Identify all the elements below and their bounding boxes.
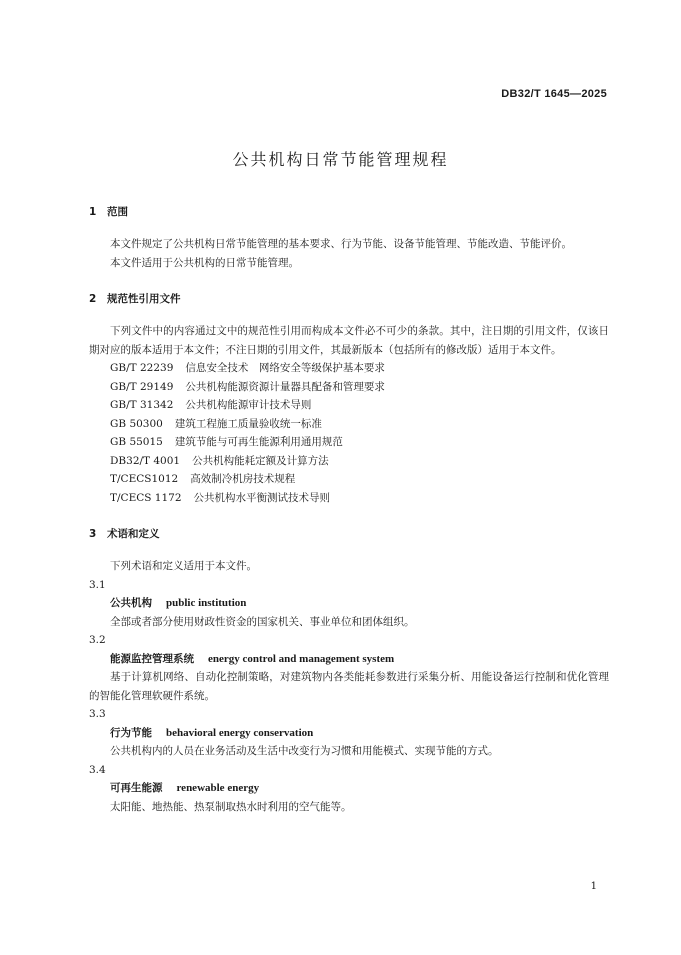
term-number: 3.4 [89, 763, 106, 776]
scope-paragraph: 本文件规定了公共机构日常节能管理的基本要求、行为节能、设备节能管理、节能改造、节能评价。 [110, 238, 572, 250]
reference-code: GB 55015 [110, 436, 163, 448]
term-definition: 公共机构内的人员在业务活动及生活中改变行为习惯和用能模式、实现节能的方式。 [110, 745, 499, 757]
document-body [89, 203, 609, 816]
term-en: public institution [166, 597, 247, 609]
term-heading [89, 650, 609, 669]
reference-title: 建筑工程施工质量验收统一标准 [174, 417, 322, 430]
reference-item [89, 433, 609, 452]
section-number: 3 [89, 528, 97, 540]
section-heading-scope [89, 203, 609, 221]
term-number: 3.2 [89, 634, 106, 646]
section-number: 2 [89, 293, 97, 305]
term-heading [89, 724, 609, 743]
reference-code: GB 50300 [110, 417, 163, 430]
term-zh: 行为节能 [110, 726, 152, 739]
term-zh: 公共机构 [110, 597, 152, 609]
term-zh: 可再生能源 [110, 782, 163, 794]
section-title: 范围 [107, 206, 128, 218]
term-number: 3.1 [89, 578, 106, 591]
reference-title: 公共机构能源审计技术导则 [185, 399, 312, 411]
reference-code: T/CECS 1172 [110, 491, 182, 504]
document-title: 公共机构日常节能管理规程 [232, 150, 449, 169]
term-definition: 基于计算机网络、自动化控制策略，对建筑物内各类能耗参数进行采集分析、用能设备运行控制和优化管理的智能化管理软硬件系统。 [89, 671, 609, 702]
reference-code: GB/T 31342 [110, 399, 174, 411]
scope-paragraph: 本文件适用于公共机构的日常节能管理。 [110, 256, 299, 269]
term-en: renewable energy [176, 782, 260, 794]
term-number: 3.3 [89, 708, 106, 720]
document-code: DB32/T 1645—2025 [501, 88, 607, 100]
reference-title: 公共机构能耗定额及计算方法 [192, 454, 329, 467]
reference-code: GB/T 22239 [110, 362, 174, 374]
term-heading [89, 594, 609, 613]
reference-code: GB/T 29149 [110, 380, 174, 393]
page-number: 1 [590, 881, 597, 892]
term-definition: 太阳能、地热能、热泵制取热水时利用的空气能等。 [110, 800, 352, 813]
reference-title: 信息安全技术 网络安全等级保护基本要求 [185, 362, 385, 374]
term-heading [89, 779, 609, 798]
term-en: energy control and management system [208, 652, 395, 665]
reference-title: 公共机构水平衡测试技术导则 [193, 491, 331, 504]
reference-item [89, 359, 609, 378]
reference-code: T/CECS1012 [110, 473, 179, 485]
references-intro: 下列文件中的内容通过文中的规范性引用而构成本文件必不可少的条款。其中，注日期的引用文件，仅该日期对应的版本适用于本文件；不注日期的引用文件，其最新版本（包括所有的修改版）适用于本文件。 [89, 325, 609, 356]
reference-title: 高效制冷机房技术规程 [190, 473, 296, 485]
reference-item [89, 378, 609, 397]
terms-intro: 下列术语和定义适用于本文件。 [110, 560, 257, 572]
reference-title: 建筑节能与可再生能源利用通用规范 [174, 436, 343, 448]
reference-item [89, 396, 609, 415]
section-number: 1 [89, 206, 97, 218]
term-zh: 能源监控管理系统 [110, 652, 194, 665]
reference-code: DB32/T 4001 [110, 454, 181, 467]
reference-item [89, 489, 609, 508]
reference-list [89, 359, 609, 507]
term-definition: 全部或者部分使用财政性资金的国家机关、事业单位和团体组织。 [110, 615, 415, 628]
reference-item [89, 470, 609, 489]
reference-title: 公共机构能源资源计量器具配备和管理要求 [185, 380, 385, 393]
section-heading-terms-definitions [89, 525, 609, 543]
section-title: 术语和定义 [107, 528, 160, 540]
section-title: 规范性引用文件 [107, 293, 181, 305]
reference-item [89, 415, 609, 434]
section-heading-normative-references [89, 290, 609, 308]
reference-item [89, 452, 609, 471]
term-en: behavioral energy conservation [166, 726, 314, 739]
